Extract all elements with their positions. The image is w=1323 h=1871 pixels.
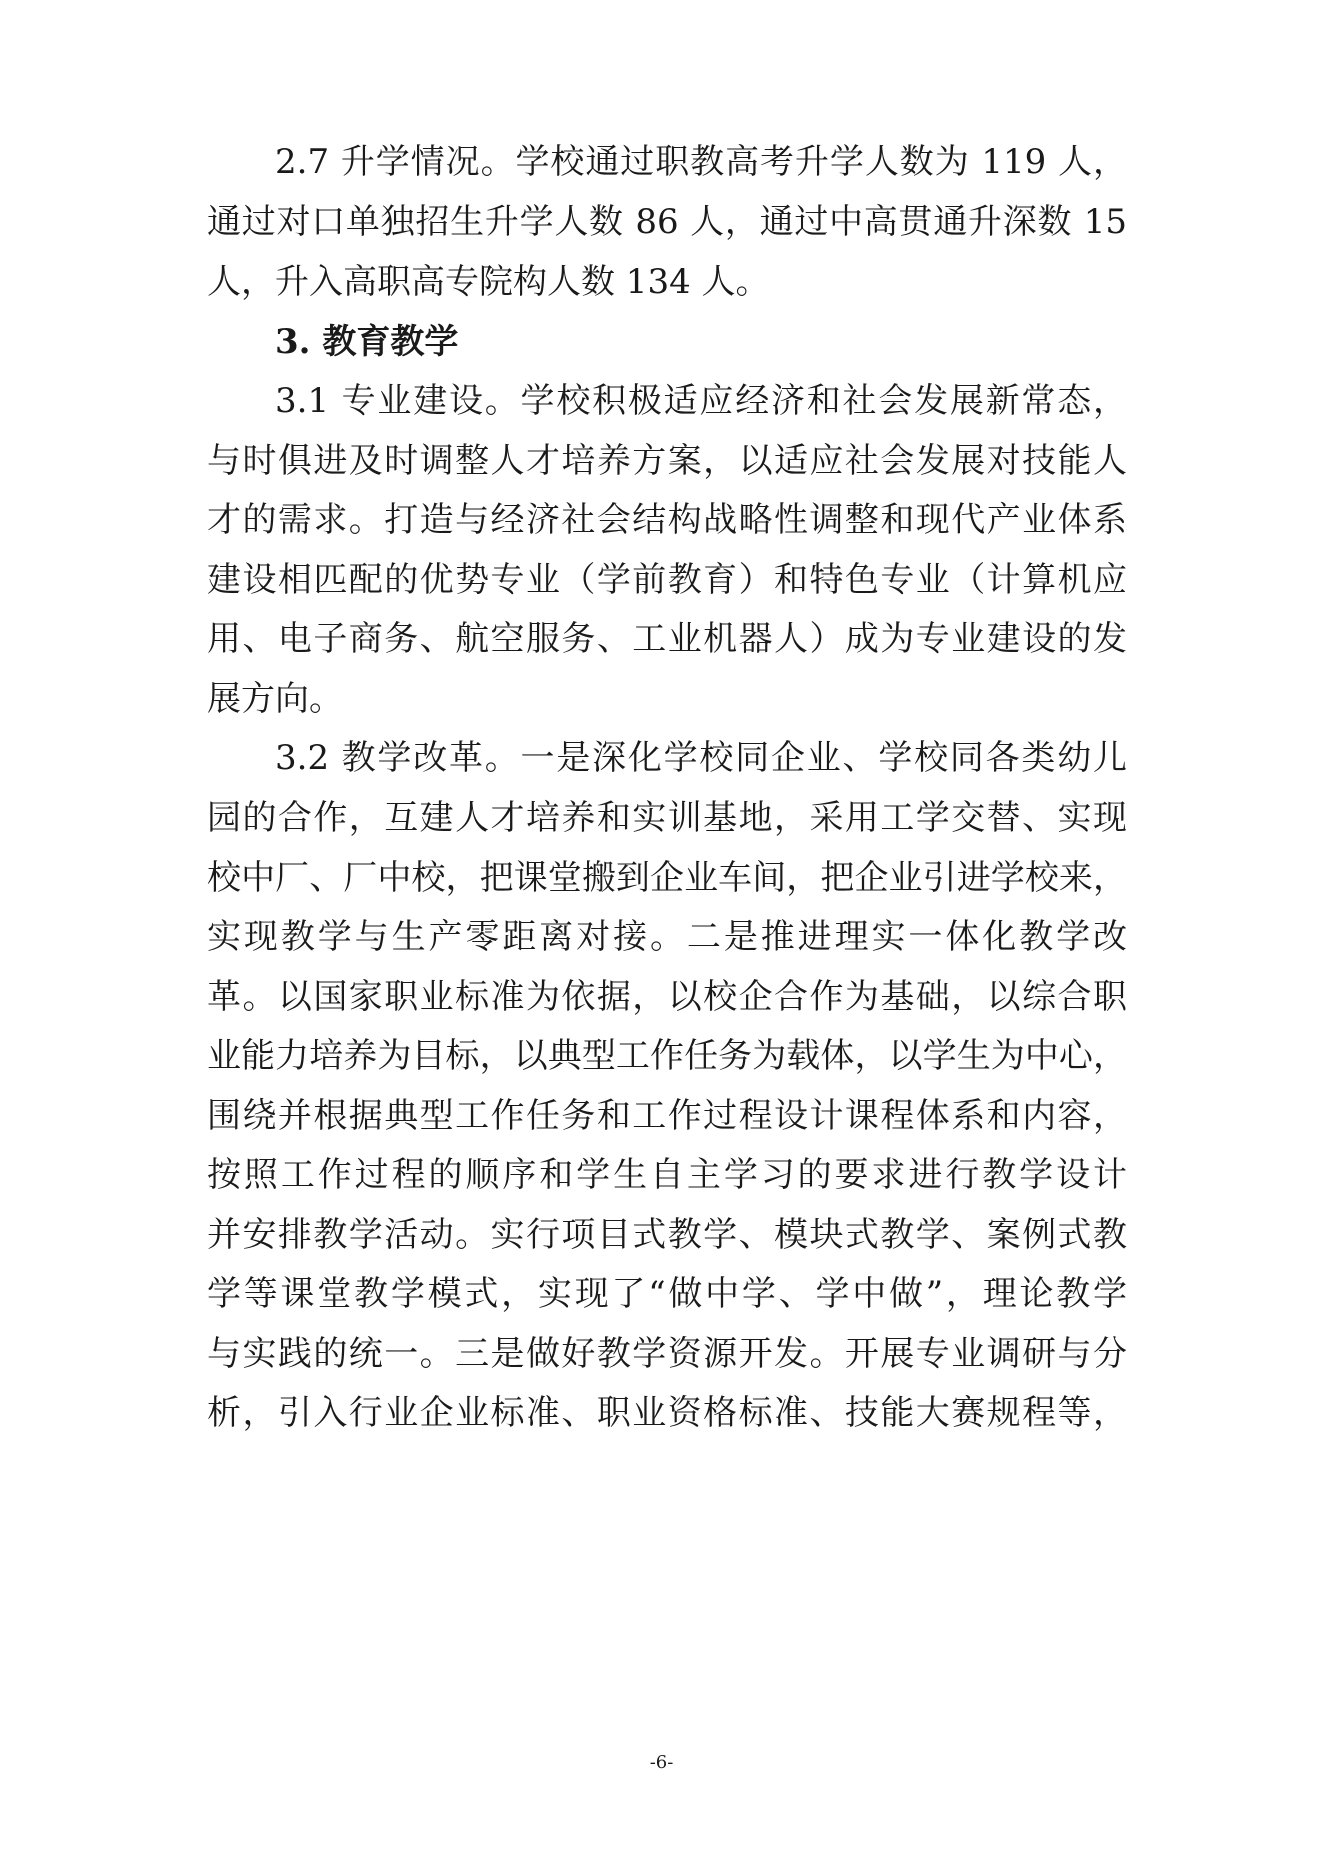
- text-line: 围绕并根据典型工作任务和工作过程设计课程体系和内容，: [207, 1096, 1127, 1136]
- text-line: 按照工作过程的顺序和学生自主学习的要求进行教学设计: [207, 1155, 1127, 1195]
- text-line: 并安排教学活动。实行项目式教学、模块式教学、案例式教: [207, 1215, 1127, 1255]
- page-number: -6-: [649, 1752, 674, 1773]
- text-line: 3.2 教学改革。一是深化学校同企业、学校同各类幼儿: [275, 738, 1127, 778]
- text-line: 与时俱进及时调整人才培养方案，以适应社会发展对技能人: [207, 441, 1127, 481]
- section-heading: 3. 教育教学: [275, 322, 459, 362]
- text-line: 析，引入行业企业标准、职业资格标准、技能大赛规程等，: [207, 1393, 1127, 1433]
- text-line: 才的需求。打造与经济社会结构战略性调整和现代产业体系: [207, 500, 1127, 540]
- text-line: 人，升入高职高专院构人数 134 人。: [207, 262, 770, 302]
- text-line: 2.7 升学情况。学校通过职教高考升学人数为 119 人，: [275, 142, 1127, 182]
- text-line: 建设相匹配的优势专业（学前教育）和特色专业（计算机应: [207, 560, 1127, 600]
- text-line: 校中厂、厂中校，把课堂搬到企业车间，把企业引进学校来，: [207, 858, 1127, 898]
- text-line: 用、电子商务、航空服务、工业机器人）成为专业建设的发: [207, 619, 1127, 659]
- text-line: 革。以国家职业标准为依据，以校企合作为基础，以综合职: [207, 977, 1127, 1017]
- text-line: 园的合作，互建人才培养和实训基地，采用工学交替、实现: [207, 798, 1127, 838]
- text-line: 学等课堂教学模式，实现了“做中学、学中做”，理论教学: [207, 1274, 1127, 1314]
- text-line: 3.1 专业建设。学校积极适应经济和社会发展新常态，: [275, 381, 1127, 421]
- text-line: 展方向。: [207, 679, 343, 719]
- text-line: 业能力培养为目标，以典型工作任务为载体，以学生为中心，: [207, 1036, 1127, 1076]
- text-line: 实现教学与生产零距离对接。二是推进理实一体化教学改: [207, 917, 1127, 957]
- text-line: 与实践的统一。三是做好教学资源开发。开展专业调研与分: [207, 1334, 1127, 1374]
- text-line: 通过对口单独招生升学人数 86 人，通过中高贯通升深数 15: [207, 202, 1127, 242]
